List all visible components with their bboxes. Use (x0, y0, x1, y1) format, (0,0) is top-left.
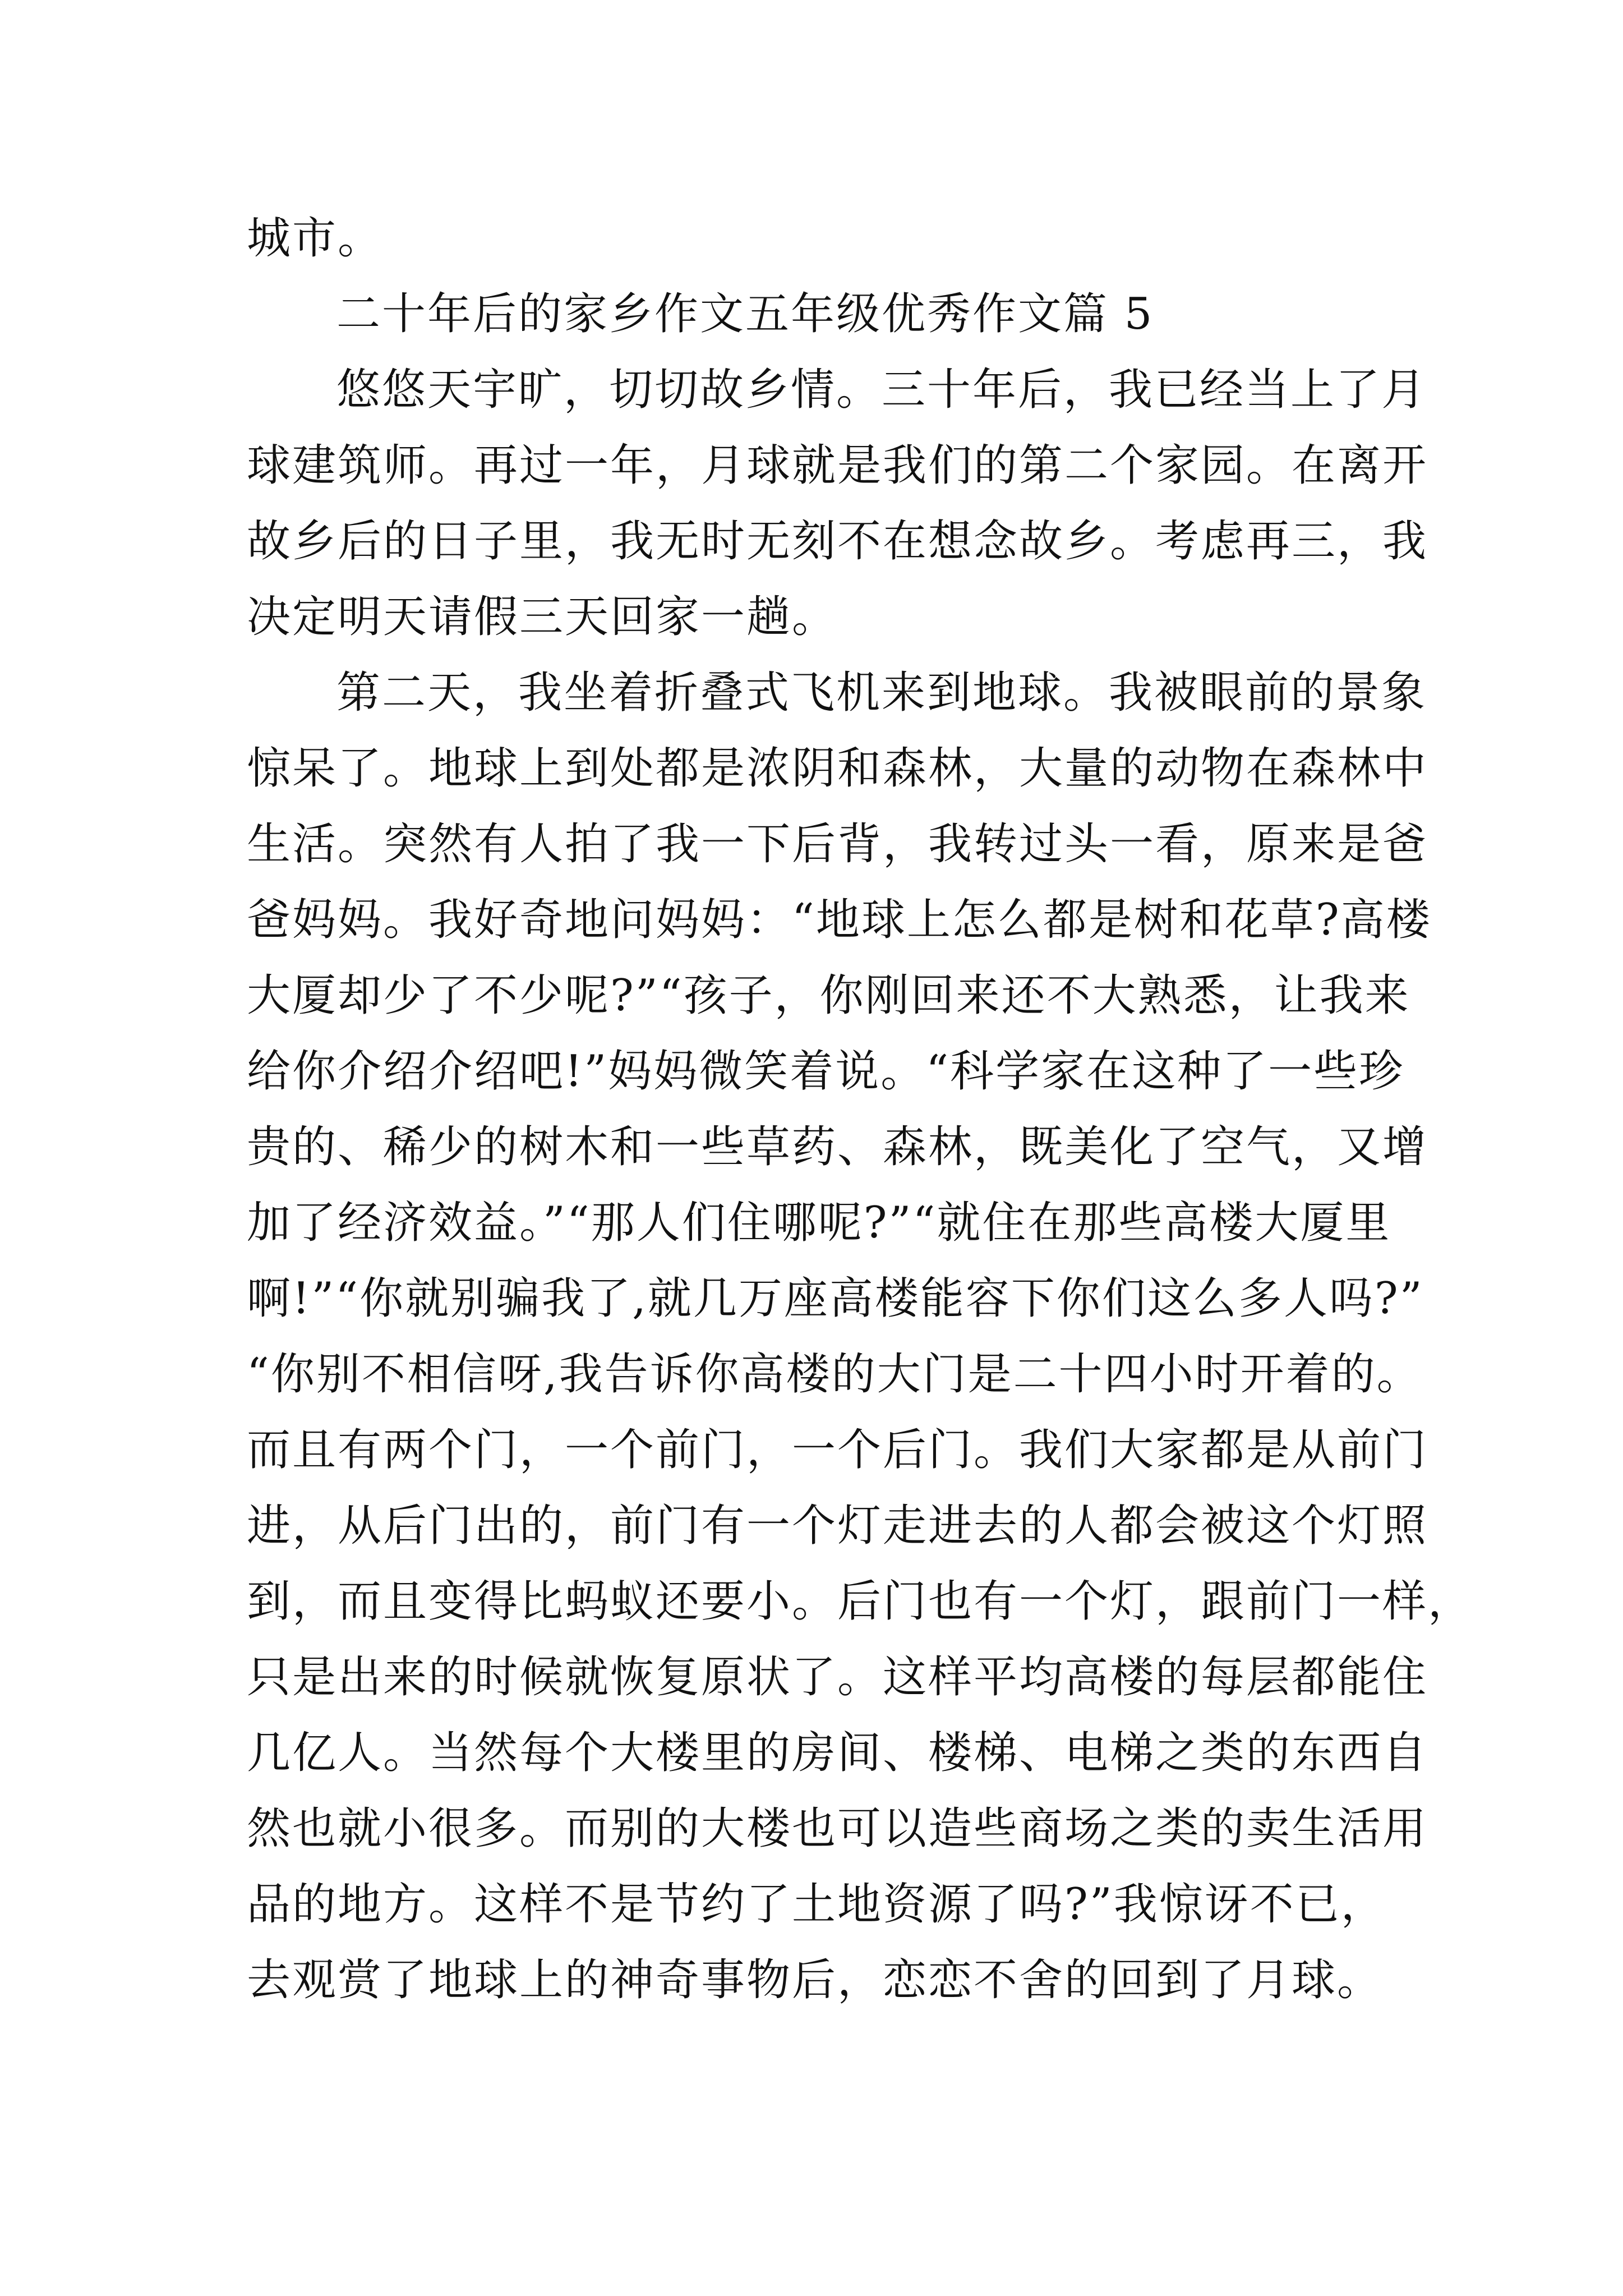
paragraph-line: 给你介绍介绍吧!”妈妈微笑着说。“科学家在这种了一些珍 (247, 1046, 1405, 1097)
paragraph-line: 爸妈妈。我好奇地问妈妈：“地球上怎么都是树和花草?高楼 (247, 895, 1432, 945)
paragraph-line: 惊呆了。地球上到处都是浓阴和森林，大量的动物在森林中 (247, 743, 1428, 794)
paragraph-line: 几亿人。当然每个大楼里的房间、楼梯、电梯之类的东西自 (247, 1728, 1428, 1778)
paragraph-line: 然也就小很多。而别的大楼也可以造些商场之类的卖生活用 (247, 1803, 1428, 1854)
paragraph-line: 生活。突然有人拍了我一下后背，我转过头一看，原来是爸 (247, 819, 1428, 869)
paragraph-line: 第二天，我坐着折叠式飞机来到地球。我被眼前的景象 (336, 668, 1427, 718)
paragraph-line: 加了经济效益。”“那人们住哪呢?”“就住在那些高楼大厦里 (247, 1198, 1391, 1248)
paragraph-line: 故乡后的日子里，我无时无刻不在想念故乡。考虑再三，我 (247, 516, 1428, 567)
paragraph-line: 到，而且变得比蚂蚁还要小。后门也有一个灯，跟前门一样， (247, 1576, 1474, 1627)
paragraph-line: 决定明天请假三天回家一趟。 (247, 592, 838, 642)
paragraph-line: 球建筑师。再过一年，月球就是我们的第二个家园。在离开 (247, 440, 1428, 491)
paragraph-line: 去观赏了地球上的神奇事物后，恋恋不舍的回到了月球。 (247, 1955, 1383, 2005)
paragraph-line: 城市。 (247, 213, 384, 264)
paragraph-line: 品的地方。这样不是节约了土地资源了吗?”我惊讶不已， (247, 1879, 1386, 1930)
paragraph-line: 啊!”“你就别骗我了,就几万座高楼能容下你们这么多人吗?” (247, 1273, 1424, 1324)
section-heading: 二十年后的家乡作文五年级优秀作文篇 5 (336, 289, 1154, 339)
paragraph-line: 而且有两个门，一个前门，一个后门。我们大家都是从前门 (247, 1425, 1428, 1475)
paragraph-line: 进，从后门出的，前门有一个灯走进去的人都会被这个灯照 (247, 1501, 1428, 1551)
paragraph-line: 只是出来的时候就恢复原状了。这样平均高楼的每层都能住 (247, 1652, 1428, 1703)
paragraph-line: “你别不相信呀,我告诉你高楼的大门是二十四小时开着的。 (247, 1349, 1422, 1400)
paragraph-line: 大厦却少了不少呢?”“孩子，你刚回来还不大熟悉，让我来 (247, 970, 1410, 1021)
paragraph-line: 悠悠天宇旷，切切故乡情。三十年后，我已经当上了月 (336, 365, 1427, 415)
paragraph-line: 贵的、稀少的树木和一些草药、森林，既美化了空气，又增 (247, 1122, 1428, 1172)
